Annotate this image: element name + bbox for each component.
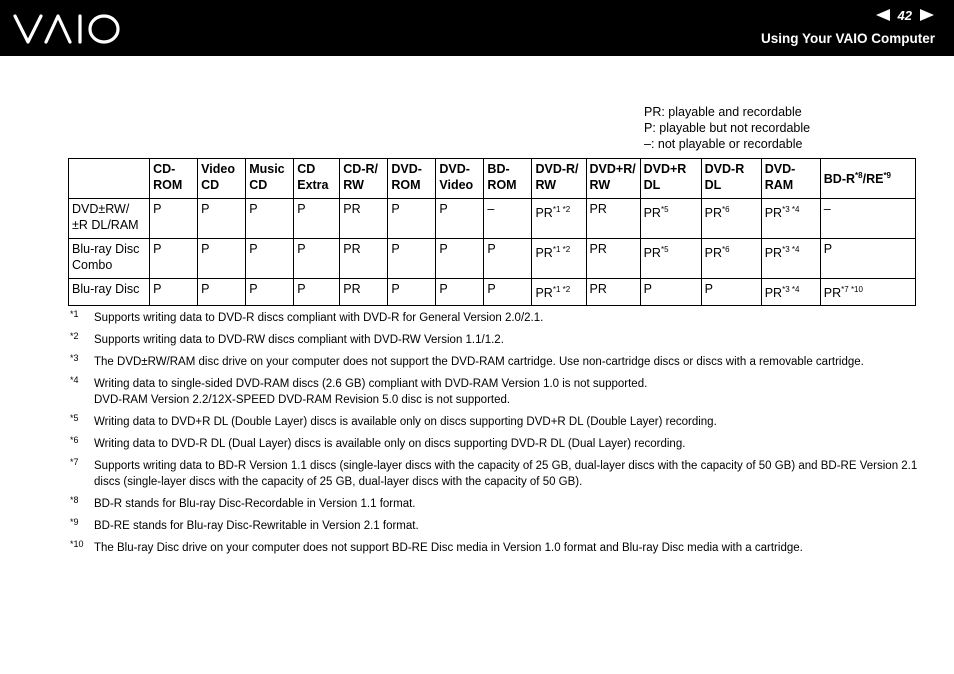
- header-cell-empty: [69, 159, 150, 199]
- row-label: Blu-ray Disc Combo: [69, 239, 150, 279]
- table-cell: P: [484, 239, 532, 279]
- legend-item: –: not playable or recordable: [644, 137, 803, 151]
- table-cell: PR$^{*6}$: [701, 199, 761, 239]
- footnote: *3 The DVD±RW/RAM disc drive on your computer does not support the DVD-RAM cartridge. Use non-cartridge discs or discs with a removable cartridge.: [70, 353, 864, 368]
- table-cell: P: [150, 199, 198, 239]
- table-cell: P: [294, 199, 340, 239]
- table-cell: PR: [340, 279, 388, 306]
- footnote: *1 Supports writing data to DVD-R discs compliant with DVD-R for General Version 2.0/2.1.: [70, 309, 544, 324]
- legend-item: P: playable but not recordable: [644, 121, 811, 135]
- page-number: 42: [897, 7, 912, 23]
- compatibility-table: [68, 158, 916, 306]
- column-header: Video CD: [198, 159, 246, 199]
- table-cell: P: [246, 199, 294, 239]
- table-cell: $PR^{*1 *2}$: [532, 279, 586, 306]
- column-header: CD Extra: [294, 159, 340, 199]
- table-cell: PR$^{*6}$: [701, 239, 761, 279]
- page-navigation: [876, 7, 934, 23]
- table-cell: $PR^{*3 *4}$: [761, 199, 820, 239]
- table-cell: P: [294, 279, 340, 306]
- column-header: BD-ROM: [484, 159, 532, 199]
- table-cell: –: [820, 199, 915, 239]
- column-header: DVD-Video: [436, 159, 484, 199]
- column-header: $BD-R^{*8}/RE^{*9}$: [820, 159, 915, 199]
- table-cell: $PR^{*1 *2}$: [532, 199, 586, 239]
- table-cell: PR: [340, 239, 388, 279]
- table-cell: P: [436, 199, 484, 239]
- footnote: *7 Supports writing data to BD-R Version 1.1 discs (single-layer discs with the capacity of 25 GB, dual-layer discs with the capacity of 50 GB) and BD-RE Version 2.1 discs (single-layer discs with the capacity of 25 GB, dual-layer discs with the capacity of 50 GB).: [70, 457, 918, 488]
- footnote: *10 The Blu-ray Disc drive on your computer does not support BD-RE Disc media in Version 1.0 format and Blu-ray Disc media with a cartridge.: [70, 539, 803, 554]
- table-row: [69, 279, 916, 306]
- arrow-left-icon[interactable]: [876, 9, 890, 21]
- row-label: Blu-ray Disc: [69, 279, 150, 306]
- table-row: [69, 239, 916, 279]
- table-cell: P: [198, 239, 246, 279]
- footnote: *6 Writing data to DVD-R DL (Dual Layer) discs is available only on discs supporting DVD-R DL (Dual Layer) recording.: [70, 435, 686, 450]
- table-cell: P: [388, 239, 436, 279]
- table-cell: PR$^{*5}$: [640, 199, 701, 239]
- arrow-right-icon[interactable]: [920, 9, 934, 21]
- table-cell: $PR^{*7 *10}$: [820, 279, 915, 306]
- table-cell: P: [198, 279, 246, 306]
- column-header: DVD-R DL: [701, 159, 761, 199]
- table-cell: P: [388, 199, 436, 239]
- table-cell: P: [436, 239, 484, 279]
- column-header: DVD+R DL: [640, 159, 701, 199]
- page-header: [0, 0, 954, 56]
- column-header: DVD-R/ RW: [532, 159, 586, 199]
- column-header: Music CD: [246, 159, 294, 199]
- table-cell: PR: [340, 199, 388, 239]
- table-cell: PR: [586, 199, 640, 239]
- footnote: *9 BD-RE stands for Blu-ray Disc-Rewritable in Version 2.1 format.: [70, 517, 419, 532]
- footnote: *2 Supports writing data to DVD-RW discs compliant with DVD-RW Version 1.1/1.2.: [70, 331, 504, 346]
- table-cell: P: [294, 239, 340, 279]
- column-header: DVD-RAM: [761, 159, 820, 199]
- table-cell: P: [436, 279, 484, 306]
- table-cell: $PR^{*3 *4}$: [761, 239, 820, 279]
- column-header: CD-ROM: [150, 159, 198, 199]
- table-cell: P: [150, 239, 198, 279]
- table-cell: P: [150, 279, 198, 306]
- table-cell: –: [484, 199, 532, 239]
- table-cell: P: [820, 239, 915, 279]
- table-cell: PR: [586, 279, 640, 306]
- footnote: *4 Writing data to single-sided DVD-RAM discs (2.6 GB) compliant with DVD-RAM Version 1.0 is not supported. DVD-RAM Version 2.2/12X-SPEED DVD-RAM Revision 5.0 disc is not supported.: [70, 375, 648, 406]
- legend: [644, 104, 810, 152]
- table-cell: P: [388, 279, 436, 306]
- table-cell: PR$^{*5}$: [640, 239, 701, 279]
- table-cell: P: [198, 199, 246, 239]
- table-cell: P: [640, 279, 701, 306]
- column-header: DVD+R/ RW: [586, 159, 640, 199]
- table-cell: $PR^{*1 *2}$: [532, 239, 586, 279]
- footnote: *8 BD-R stands for Blu-ray Disc-Recordable in Version 1.1 format.: [70, 495, 416, 510]
- footnotes: [70, 310, 920, 556]
- table-cell: P: [701, 279, 761, 306]
- footnote: *5 Writing data to DVD+R DL (Double Layer) discs is available only on discs supporting DVD+R DL (Double Layer) recording.: [70, 413, 717, 428]
- legend-item: PR: playable and recordable: [644, 105, 802, 119]
- table-cell: $PR^{*3 *4}$: [761, 279, 820, 306]
- table-header-row: [69, 159, 916, 199]
- table-cell: P: [484, 279, 532, 306]
- table-cell: P: [246, 239, 294, 279]
- section-title: Using Your VAIO Computer: [760, 31, 935, 46]
- row-label: DVD±RW/ ±R DL/RAM: [69, 199, 150, 239]
- column-header: CD-R/ RW: [340, 159, 388, 199]
- table-cell: P: [246, 279, 294, 306]
- column-header: DVD-ROM: [388, 159, 436, 199]
- table-row: [69, 199, 916, 239]
- vaio-logo: [12, 12, 122, 46]
- table-cell: PR: [586, 239, 640, 279]
